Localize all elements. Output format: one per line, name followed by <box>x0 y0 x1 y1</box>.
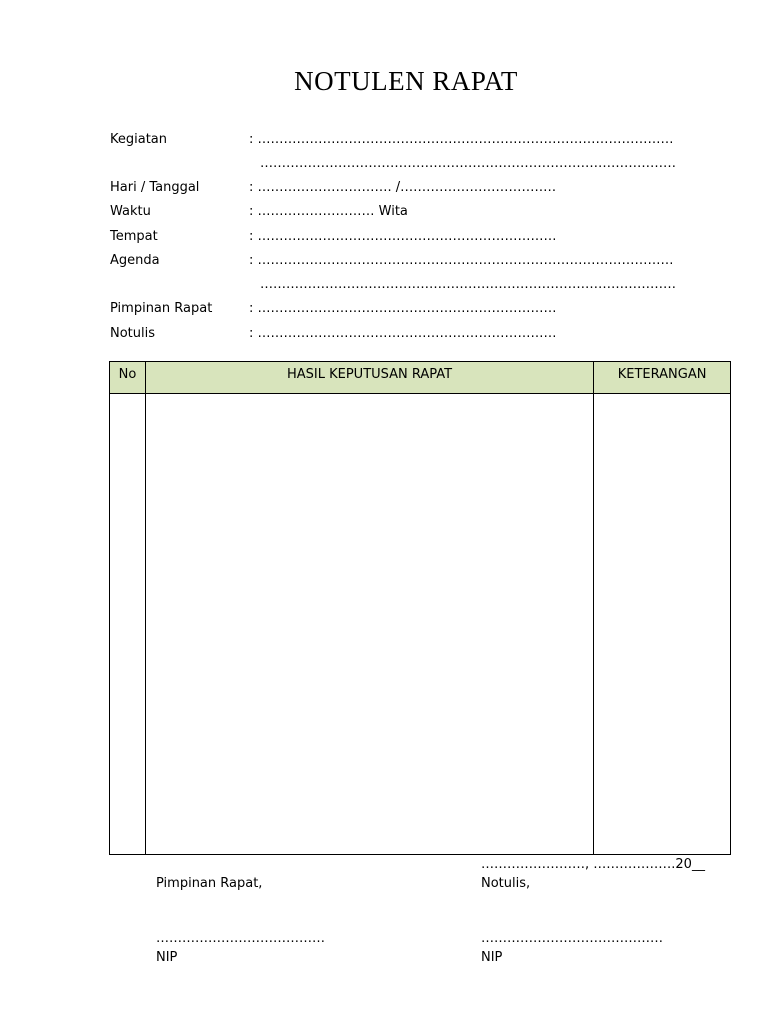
table-header-row <box>110 362 731 394</box>
field-value-tempat: : …………………………………………………………… <box>249 229 557 244</box>
field-label-tempat: Tempat <box>110 229 158 244</box>
table-row <box>110 394 731 855</box>
signature-name-line-notulis: …………………………………… <box>481 931 663 946</box>
table-cell-hasil-keputusan[interactable] <box>145 394 593 855</box>
field-label-notulis: Notulis <box>110 326 156 341</box>
field-value-waktu: : ……………………… Wita <box>249 204 408 219</box>
table-header-no: No <box>110 362 146 394</box>
field-value-notulis: : …………………………………………………………… <box>249 326 557 341</box>
table-header-keterangan: KETERANGAN <box>594 362 731 394</box>
field-value-hari-tanggal: : …………………………. /……………………………… <box>249 180 557 195</box>
field-value-agenda-cont: …………………………………………………………………………………… <box>260 277 676 292</box>
signature-name-line-pimpinan: ………………………………… <box>156 931 325 946</box>
signature-role-pimpinan: Pimpinan Rapat, <box>156 876 263 891</box>
field-label-agenda: Agenda <box>110 253 160 268</box>
field-value-pimpinan-rapat: : …………………………………………………………… <box>249 301 557 316</box>
place-date-line: ……………………, ……………….20__ <box>481 857 705 872</box>
field-label-waktu: Waktu <box>110 204 151 219</box>
field-value-kegiatan: : …………………………………………………………………………………… <box>249 132 674 147</box>
document-title: NOTULEN RAPAT <box>294 66 518 96</box>
field-label-pimpinan-rapat: Pimpinan Rapat <box>110 301 213 316</box>
field-value-kegiatan-cont: …………………………………………………………………………………… <box>260 156 676 171</box>
table-header-hasil-keputusan: HASIL KEPUTUSAN RAPAT <box>145 362 593 394</box>
table-cell-no[interactable] <box>110 394 146 855</box>
field-label-kegiatan: Kegiatan <box>110 132 168 147</box>
signature-nip-notulis: NIP <box>481 950 503 965</box>
minutes-table <box>109 361 731 855</box>
signature-nip-pimpinan: NIP <box>156 950 178 965</box>
table-cell-keterangan[interactable] <box>594 394 731 855</box>
field-value-agenda: : …………………………………………………………………………………… <box>249 253 674 268</box>
signature-role-notulis: Notulis, <box>481 876 531 891</box>
field-label-hari-tanggal: Hari / Tanggal <box>110 180 200 195</box>
